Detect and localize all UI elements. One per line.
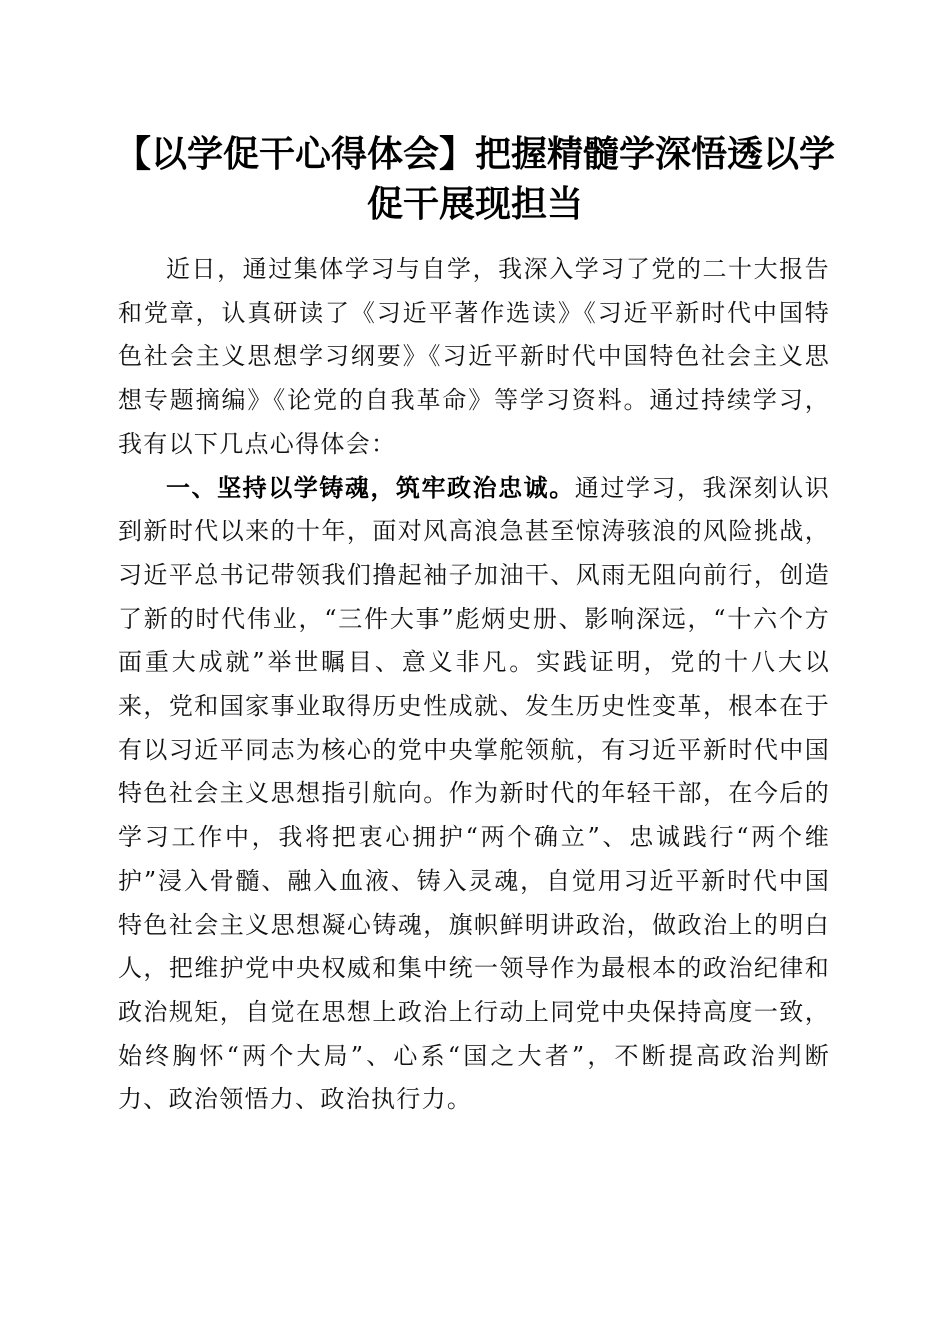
- document-title: [110, 130, 840, 230]
- intro-paragraph-text: 近日，通过集体学习与自学，我深入学习了党的二十大报告和党章，认真研读了《习近平著作选读》《习近平新时代中国特色社会主义思想学习纲要》《习近平新时代中国特色社会主义思想专题摘编》《论党的自我革命》等学习资料。通过持续学习，我有以下几点心得体会：: [118, 255, 830, 458]
- section-1-paragraph: [118, 467, 830, 1123]
- section-1-text: 通过学习，我深刻认识到新时代以来的十年，面对风高浪急甚至惊涛骇浪的风险挑战，习近平总书记带领我们撸起袖子加油干、风雨无阻向前行，创造了新的时代伟业，“三件大事”彪炳史册、影响深远，“十六个方面重大成就”举世瞩目、意义非凡。实践证明，党的十八大以来，党和国家事业取得历史性成就、发生历史性变革，根本在于有以习近平同志为核心的党中央掌舵领航，有习近平新时代中国特色社会主义思想指引航向。作为新时代的年轻干部，在今后的学习工作中，我将把衷心拥护“两个确立”、忠诚践行“两个维护”浸入骨髓、融入血液、铸入灵魂，自觉用习近平新时代中国特色社会主义思想凝心铸魂，旗帜鲜明讲政治，做政治上的明白人，把维护党中央权威和集中统一领导作为最根本的政治纪律和政治规矩，自觉在思想上政治上行动上同党中央保持高度一致，始终胸怀“两个大局”、心系“国之大者”，不断提高政治判断力、政治领悟力、政治执行力。: [118, 473, 830, 1114]
- section-1-heading: 一、坚持以学铸魂，筑牢政治忠诚。: [166, 473, 575, 502]
- document-body: [118, 248, 830, 1122]
- title-line-2: 促干展现担当: [366, 184, 583, 225]
- title-line-1: 【以学促干心得体会】把握精髓学深悟透以学: [114, 134, 835, 175]
- intro-paragraph: [118, 248, 830, 467]
